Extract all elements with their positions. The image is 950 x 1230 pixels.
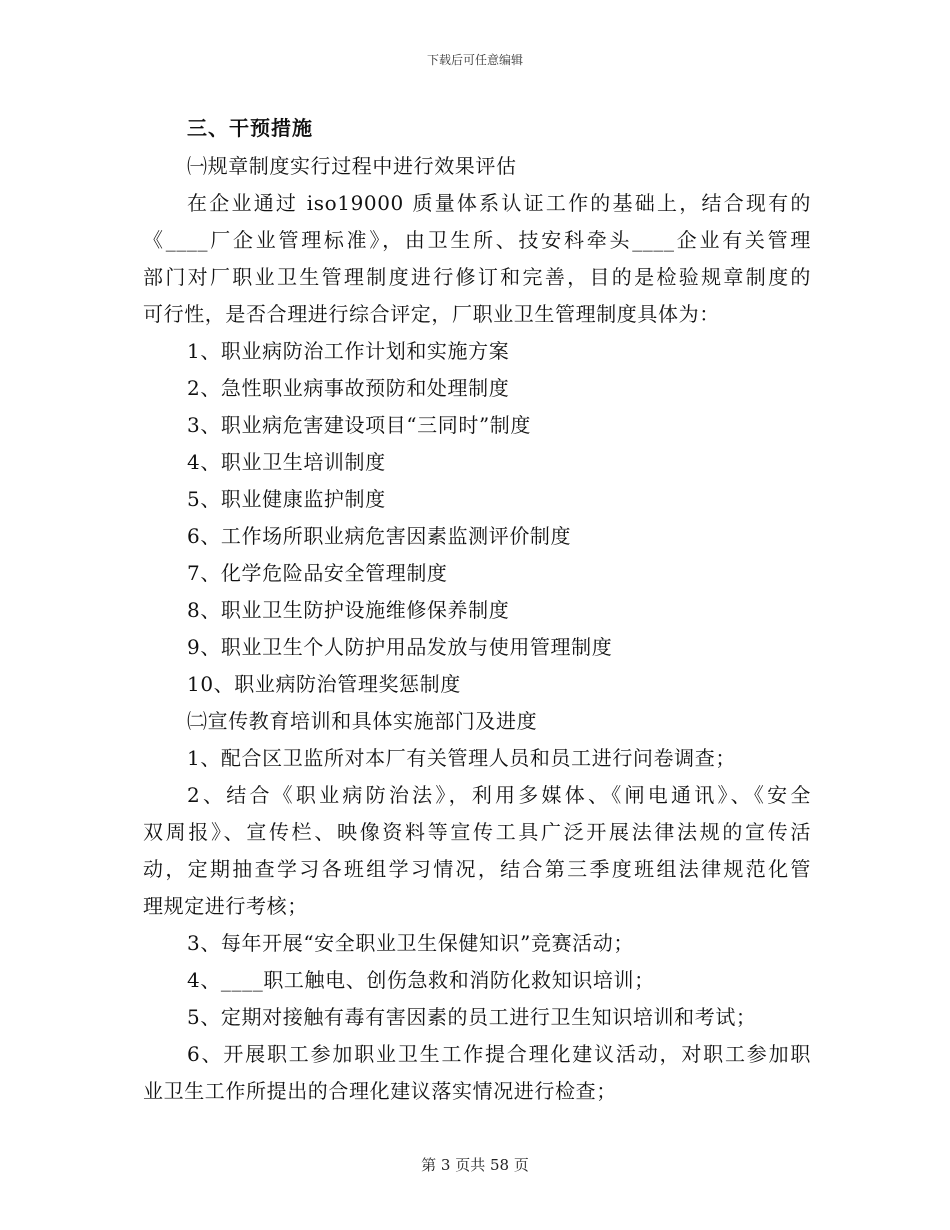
section-heading: 三、干预措施 xyxy=(187,116,313,140)
list-item: 5、定期对接触有毒有害因素的员工进行卫生知识培训和考试； xyxy=(187,1005,757,1029)
list-item: 10、职业病防治管理奖惩制度 xyxy=(187,672,461,696)
paragraph-line: 在企业通过 iso19000 质量体系认证工作的基础上，结合现有的 xyxy=(187,191,811,215)
list-item: 4、职业卫生培训制度 xyxy=(187,450,386,474)
subsection-title-2: ㈡宣传教育培训和具体实施部门及进度 xyxy=(187,709,538,733)
list-item: 2、急性职业病事故预防和处理制度 xyxy=(187,376,510,400)
list-item: 1、职业病防治工作计划和实施方案 xyxy=(187,339,510,363)
list-item: 8、职业卫生防护设施维修保养制度 xyxy=(187,598,510,622)
list-item-line: 2、结合《职业病防治法》，利用多媒体、《闸电通讯》、《安全 xyxy=(187,783,811,807)
list-item: 5、职业健康监护制度 xyxy=(187,487,386,511)
list-item: 1、配合区卫监所对本厂有关管理人员和员工进行问卷调查； xyxy=(187,746,736,770)
list-item-line: 动，定期抽查学习各班组学习情况，结合第三季度班组法律规范化管 xyxy=(143,857,811,881)
list-item-line: 业卫生工作所提出的合理化建议落实情况进行检查； xyxy=(143,1079,617,1103)
paragraph-line: 可行性，是否合理进行综合评定，厂职业卫生管理制度具体为： xyxy=(143,302,720,326)
document-body xyxy=(143,110,811,1110)
list-item: 7、化学危险品安全管理制度 xyxy=(187,561,448,585)
list-item-line: 理规定进行考核； xyxy=(143,894,308,918)
list-item: 9、职业卫生个人防护用品发放与使用管理制度 xyxy=(187,635,613,659)
list-item-line: 双周报》、宣传栏、映像资料等宣传工具广泛开展法律法规的宣传活 xyxy=(143,820,811,844)
paragraph-line: 部门对厂职业卫生管理制度进行修订和完善，目的是检验规章制度的 xyxy=(143,265,811,289)
list-item: 6、工作场所职业病危害因素监测评价制度 xyxy=(187,524,572,548)
subsection-title-1: ㈠规章制度实行过程中进行效果评估 xyxy=(187,154,517,178)
list-item: 3、每年开展“安全职业卫生保健知识”竞赛活动； xyxy=(187,931,634,955)
list-item: 3、职业病危害建设项目“三同时”制度 xyxy=(187,413,531,437)
paragraph-line: 《____厂企业管理标准》，由卫生所、技安科牵头____企业有关管理 xyxy=(143,228,811,252)
list-item-line: 6、开展职工参加职业卫生工作提合理化建议活动，对职工参加职 xyxy=(187,1042,811,1066)
page-header: 下载后可任意编辑 xyxy=(426,53,523,67)
list-item: 4、____职工触电、创伤急救和消防化救知识培训； xyxy=(187,968,655,992)
page-footer: 第 3 页共 58 页 xyxy=(421,1156,529,1174)
